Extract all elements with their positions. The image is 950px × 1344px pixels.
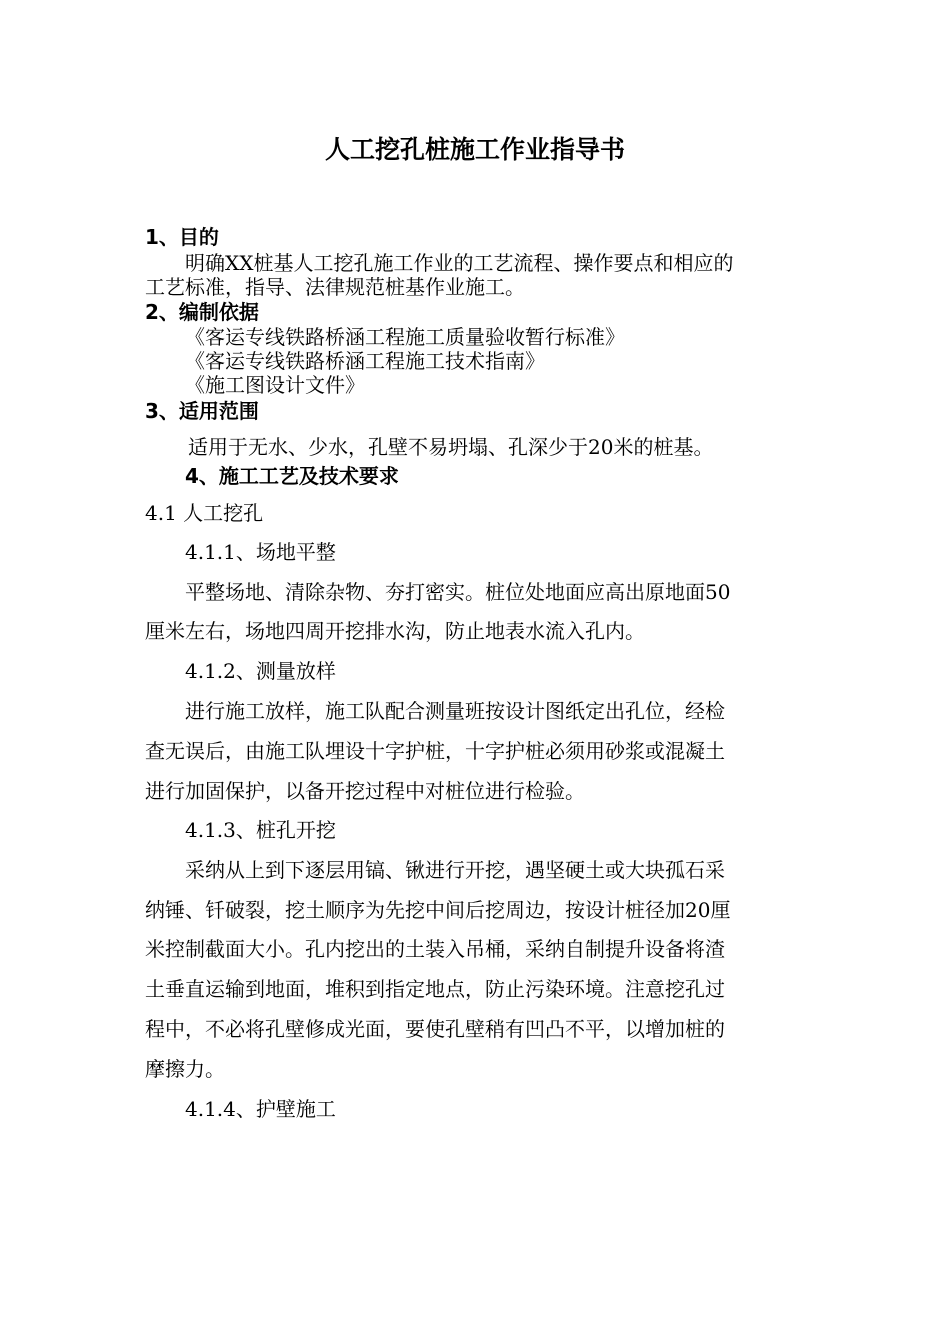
paragraph-line: 米控制截面大小。孔内挖出的土装入吊桶，采纳自制提升设备将渣 <box>145 937 725 961</box>
paragraph-line: 纳锤、钎破裂，挖土顺序为先挖中间后挖周边，按设计桩径加20厘 <box>145 898 731 922</box>
paragraph-line: 摩擦力。 <box>145 1057 225 1081</box>
reference-item: 《客运专线铁路桥涵工程施工质量验收暂行标准》 <box>185 325 625 349</box>
paragraph-line: 进行施工放样，施工队配合测量班按设计图纸定出孔位，经检 <box>185 699 725 723</box>
paragraph-line: 适用于无水、少水，孔壁不易坍塌、孔深少于20米的桩基。 <box>188 435 714 459</box>
clause-heading: 4.1.2、测量放样 <box>185 659 336 683</box>
reference-item: 《客运专线铁路桥涵工程施工技术指南》 <box>185 349 545 373</box>
paragraph-line: 土垂直运输到地面，堆积到指定地点，防止污染环境。注意挖孔过 <box>145 977 725 1001</box>
paragraph-line: 采纳从上到下逐层用镐、锹进行开挖，遇坚硬土或大块孤石采 <box>185 858 725 882</box>
section-heading-process: 4、施工工艺及技术要求 <box>185 464 399 488</box>
clause-heading: 4.1.1、场地平整 <box>185 540 336 564</box>
clause-heading: 4.1.3、桩孔开挖 <box>185 818 336 842</box>
paragraph-line: 进行加固保护，以备开挖过程中对桩位进行检验。 <box>145 779 585 803</box>
subsection-heading: 4.1 人工挖孔 <box>145 501 264 525</box>
section-heading-scope: 3、适用范围 <box>145 399 259 423</box>
paragraph-line: 厘米左右，场地四周开挖排水沟，防止地表水流入孔内。 <box>145 619 645 643</box>
paragraph-line: 明确XX桩基人工挖孔施工作业的工艺流程、操作要点和相应的 <box>185 251 734 275</box>
clause-heading: 4.1.4、护壁施工 <box>185 1097 336 1121</box>
section-heading-purpose: 1、目的 <box>145 225 219 249</box>
reference-item: 《施工图设计文件》 <box>185 373 365 397</box>
document-title: 人工挖孔桩施工作业指导书 <box>324 135 625 164</box>
paragraph-line: 平整场地、清除杂物、夯打密实。桩位处地面应高出原地面50 <box>185 580 731 604</box>
paragraph-line: 程中，不必将孔壁修成光面，要使孔壁稍有凹凸不平，以增加桩的 <box>145 1017 725 1041</box>
paragraph-line: 工艺标准，指导、法律规范桩基作业施工。 <box>145 275 525 299</box>
section-heading-basis: 2、编制依据 <box>145 300 259 324</box>
paragraph-line: 查无误后，由施工队埋设十字护桩，十字护桩必须用砂浆或混凝土 <box>145 739 725 763</box>
